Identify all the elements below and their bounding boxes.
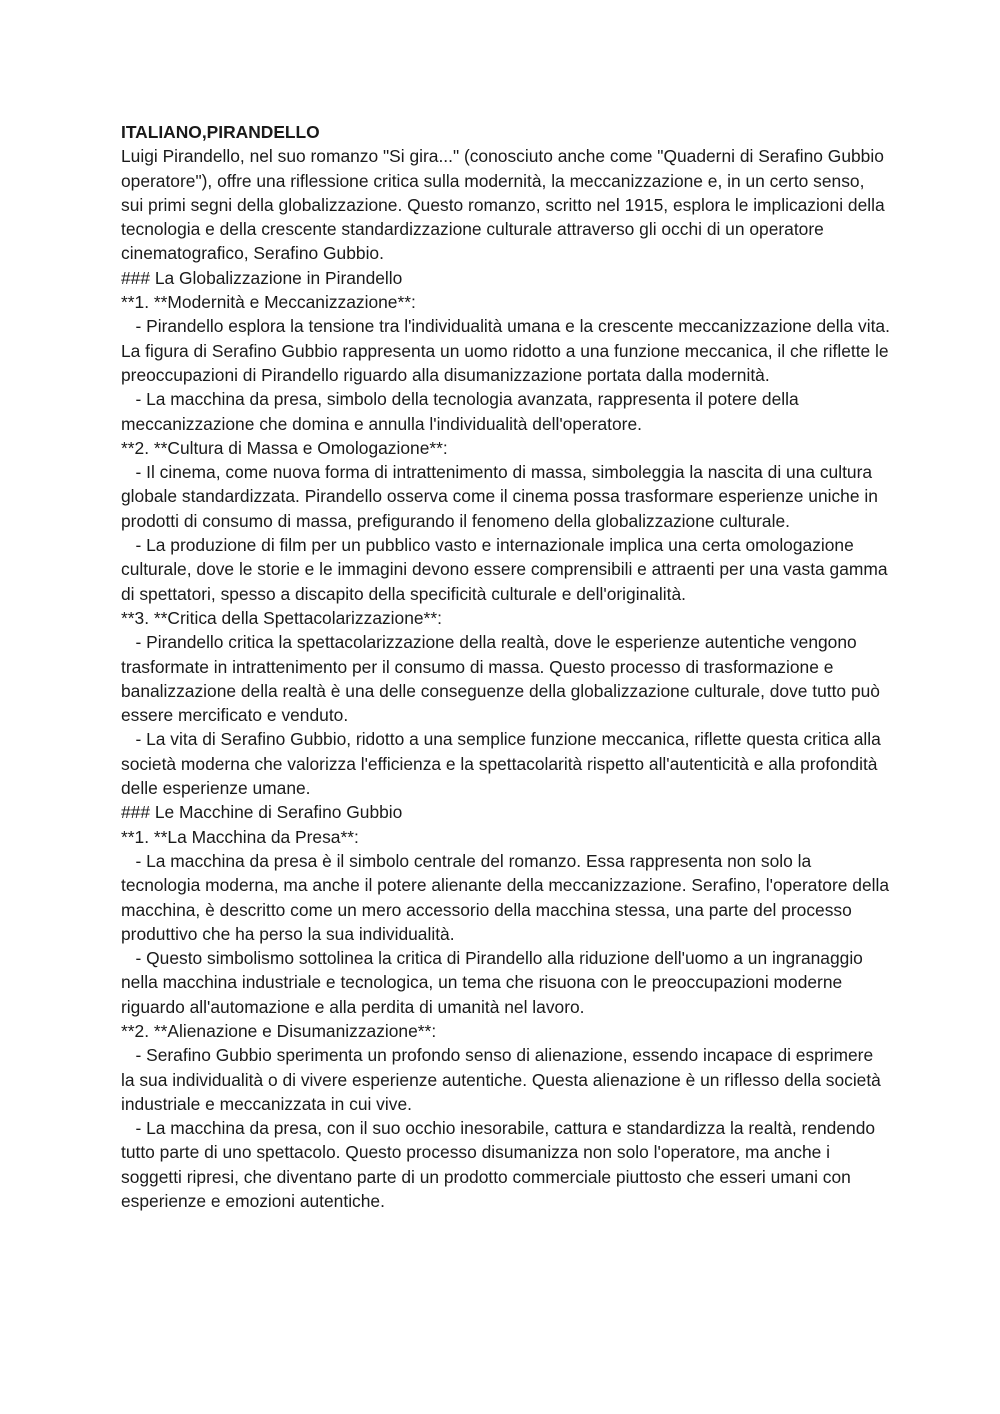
paragraph-cultura-1: - Il cinema, come nuova forma di intrattenimento di massa, simboleggia la nascita di una cultura globale standardizzata. Pirandello osserva come il cinema possa trasformare esperienze uniche in prodotti di consumo di massa, prefigurando il fenomeno della globalizzazione culturale.: [121, 462, 883, 531]
subheading-cultura-di-massa: **2. **Cultura di Massa e Omologazione**:: [121, 437, 448, 458]
paragraph-alienazione-1: - Serafino Gubbio sperimenta un profondo senso di alienazione, essendo incapace di esprimere la sua individualità o di vivere esperienze autentiche. Questa alienazione è un riflesso della società industriale e meccanizzata in cui vive.: [121, 1045, 886, 1114]
subheading-alienazione: **2. **Alienazione e Disumanizzazione**:: [121, 1020, 437, 1041]
paragraph-macchina-1: - La macchina da presa è il simbolo centrale del romanzo. Essa rappresenta non solo la tecnologia moderna, ma anche il potere alienante della meccanizzazione. Serafino, l'operatore della macchina, è descritto come un mero accessorio della macchina stessa, una parte del processo produttivo che ha perso la sua individualità.: [121, 850, 894, 944]
subheading-modernita: **1. **Modernità e Meccanizzazione**:: [121, 292, 416, 313]
document-page: [121, 120, 895, 1213]
paragraph-modernita-2: - La macchina da presa, simbolo della tecnologia avanzata, rappresenta il potere della meccanizzazione che domina e annulla l'individualità dell'operatore.: [121, 389, 804, 434]
section-heading-globalizzazione: ### La Globalizzazione in Pirandello: [121, 267, 403, 288]
paragraph-spettacolarizzazione-2: - La vita di Serafino Gubbio, ridotto a una semplice funzione meccanica, riflette questa critica alla società moderna che valorizza l'efficienza e la spettacolarità rispetto all'autenticità e alla profondità delle esperienze umane.: [121, 729, 886, 799]
intro-paragraph: Luigi Pirandello, nel suo romanzo "Si gira..." (conosciuto anche come "Quaderni di Serafino Gubbio operatore"), offre una riflessione critica sulla modernità, la meccanizzazione e, in un certo senso, sui primi segni della globalizzazione. Questo romanzo, scritto nel 1915, esplora le implicazioni della tecnologia e della crescente standardizzazione culturale attraverso gli occhi di un operatore cinematografico, Serafino Gubbio.: [121, 146, 890, 264]
paragraph-macchina-2: - Questo simbolismo sottolinea la critica di Pirandello alla riduzione dell'uomo a un ingranaggio nella macchina industriale e tecnologica, un tema che risuona con le preoccupazioni moderne riguardo all'automazione e alla perdita di umanità nel lavoro.: [121, 948, 868, 1017]
subheading-spettacolarizzazione: **3. **Critica della Spettacolarizzazione**:: [121, 607, 442, 628]
subheading-macchina-da-presa: **1. **La Macchina da Presa**:: [121, 826, 359, 847]
section-heading-macchine: ### Le Macchine di Serafino Gubbio: [121, 802, 403, 823]
paragraph-cultura-2: - La produzione di film per un pubblico vasto e internazionale implica una certa omologazione culturale, dove le storie e le immagini devono essere comprensibili e attraenti per una vasta gamma di spettatori, spesso a discapito della specificità culturale e dell'originalità.: [121, 535, 893, 604]
document-title: ITALIANO,PIRANDELLO: [121, 122, 320, 142]
paragraph-alienazione-2: - La macchina da presa, con il suo occhio inesorabile, cattura e standardizza la realtà, rendendo tutto parte di uno spettacolo. Questo processo disumanizza non solo l'operatore, ma anche i soggetti ripresi, che diventano parte di un prodotto commerciale piuttosto che esseri umani con esperienze e emozioni autentiche.: [121, 1118, 880, 1212]
paragraph-modernita-1: - Pirandello esplora la tensione tra l'individualità umana e la crescente meccanizzazione della vita. La figura di Serafino Gubbio rappresenta un uomo ridotto a una funzione meccanica, il che riflette le preoccupazioni di Pirandello riguardo alla disumanizzazione portata dalla modernità.: [121, 316, 895, 385]
paragraph-spettacolarizzazione-1: - Pirandello critica la spettacolarizzazione della realtà, dove le esperienze autentiche vengono trasformate in intrattenimento per il consumo di massa. Questo processo di trasformazione e banalizzazione della realtà è una delle conseguenze della globalizzazione culturale, dove tutto può essere mercificato e venduto.: [121, 632, 885, 726]
